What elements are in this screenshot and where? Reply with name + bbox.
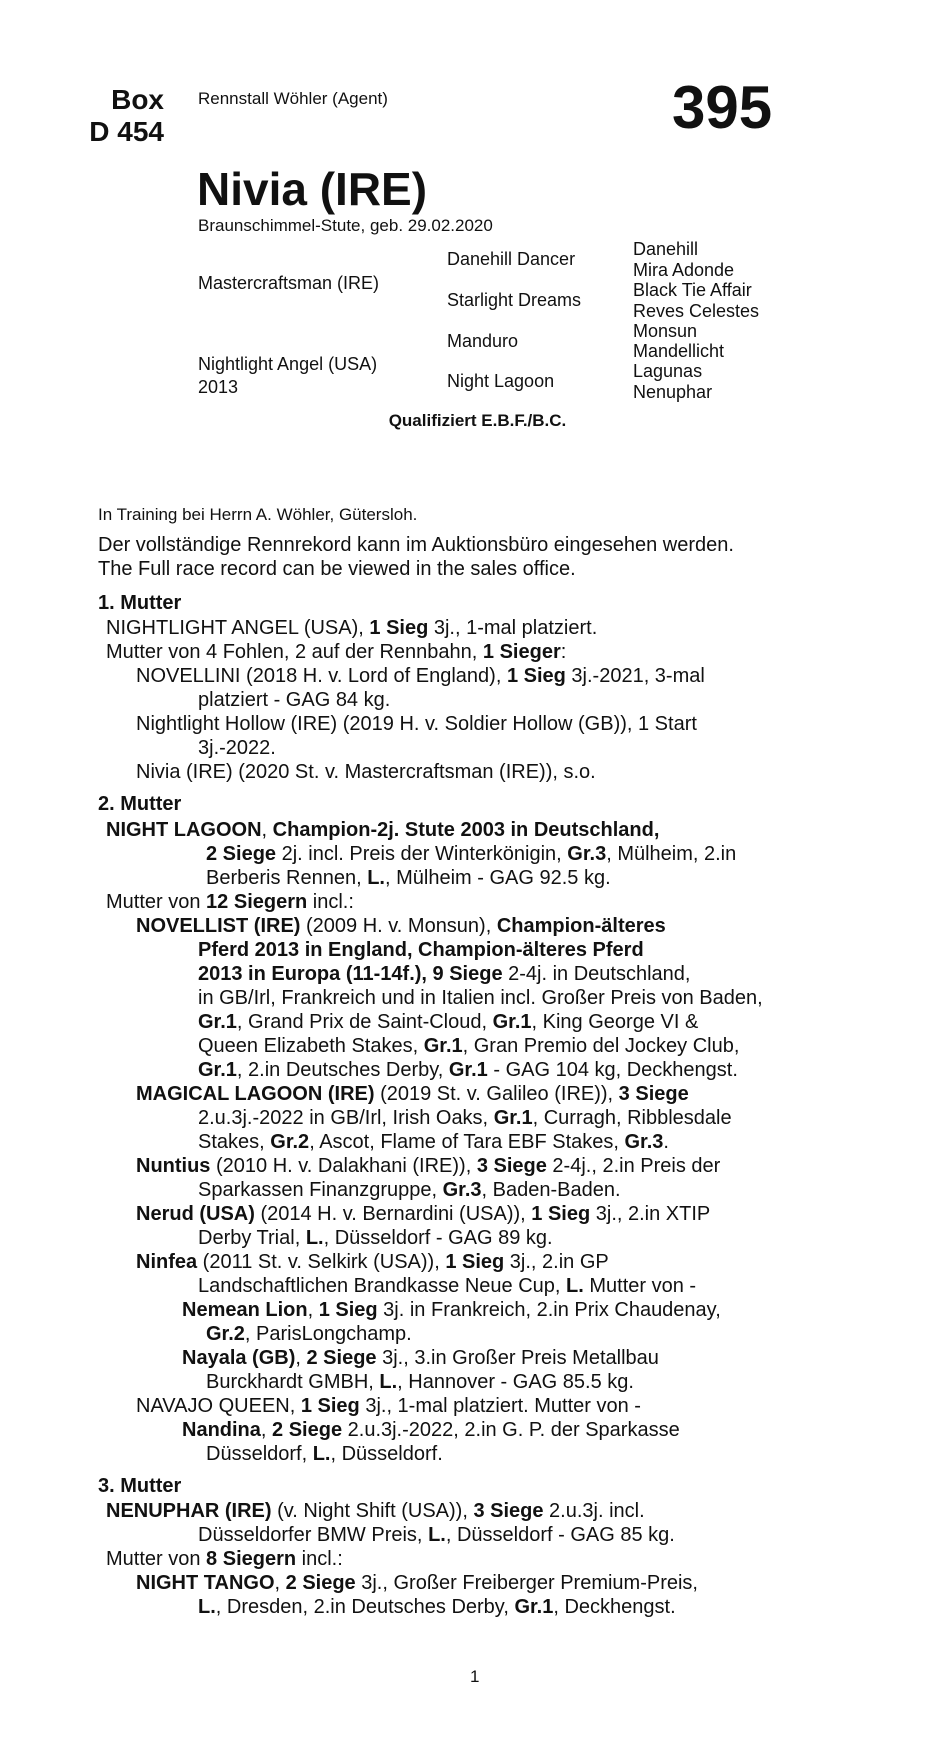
- text-line: NIGHT TANGO, 2 Siege 3j., Großer Freiberger Premium-Preis,: [136, 1572, 698, 1594]
- text-line: Derby Trial, L., Düsseldorf - GAG 89 kg.: [198, 1227, 553, 1249]
- text-line: Düsseldorf, L., Düsseldorf.: [206, 1443, 443, 1465]
- text-line: Sparkassen Finanzgruppe, Gr.3, Baden-Baden.: [198, 1179, 621, 1201]
- training-info: In Training bei Herrn A. Wöhler, Gütersloh.: [98, 505, 418, 524]
- section-second-dam-heading: 2. Mutter: [98, 793, 182, 815]
- text-line: Queen Elizabeth Stakes, Gr.1, Gran Premio del Jockey Club,: [198, 1035, 740, 1057]
- text-line: Nuntius (2010 H. v. Dalakhani (IRE)), 3 Siege 2-4j., 2.in Preis der: [136, 1155, 721, 1177]
- text-line: platziert - GAG 84 kg.: [198, 689, 391, 711]
- section-second-dam: [98, 818, 855, 1466]
- agent-name: Rennstall Wöhler (Agent): [198, 89, 388, 108]
- pedigree-dam-year: 2013: [198, 377, 239, 397]
- text-line: 2 Siege 2j. incl. Preis der Winterkönigin, Gr.3, Mülheim, 2.in: [206, 843, 737, 865]
- lot-number: 395: [672, 74, 773, 141]
- text-line: Pferd 2013 in England, Champion-älteres Pferd: [198, 939, 644, 961]
- pedigree-gen3-2: Mira Adonde: [633, 260, 735, 280]
- pedigree-gen3-4: Reves Celestes: [633, 301, 760, 321]
- text-line: 2.u.3j.-2022 in GB/Irl, Irish Oaks, Gr.1, Curragh, Ribblesdale: [198, 1107, 732, 1129]
- pedigree-gen3-5: Monsun: [633, 321, 698, 341]
- pedigree-dam-dam: Night Lagoon: [447, 371, 555, 391]
- pedigree-gen3-1: Danehill: [633, 239, 699, 259]
- record-note-en: The Full race record can be viewed in the sales office.: [98, 558, 576, 580]
- text-line: Ninfea (2011 St. v. Selkirk (USA)), 1 Sieg 3j., 2.in GP: [136, 1251, 609, 1273]
- box-label: [60, 84, 164, 148]
- box-line-1: Box: [111, 84, 164, 115]
- pedigree-sire-dam: Starlight Dreams: [447, 290, 582, 310]
- horse-name: Nivia (IRE): [197, 163, 428, 215]
- pedigree-sire: Mastercraftsman (IRE): [198, 273, 380, 293]
- text-line: Mutter von 12 Siegern incl.:: [106, 891, 354, 913]
- text-line: Gr.2, ParisLongchamp.: [206, 1323, 412, 1345]
- text-line: Nandina, 2 Siege 2.u.3j.-2022, 2.in G. P. der Sparkasse: [182, 1419, 680, 1441]
- text-line: NENUPHAR (IRE) (v. Night Shift (USA)), 3 Siege 2.u.3j. incl.: [106, 1500, 645, 1522]
- pedigree-gen3-6: Mandellicht: [633, 341, 725, 361]
- horse-description: Braunschimmel-Stute, geb. 29.02.2020: [198, 216, 493, 235]
- text-line: MAGICAL LAGOON (IRE) (2019 St. v. Galileo (IRE)), 3 Siege: [136, 1083, 689, 1105]
- text-line: L., Dresden, 2.in Deutsches Derby, Gr.1, Deckhengst.: [198, 1596, 676, 1618]
- text-line: Stakes, Gr.2, Ascot, Flame of Tara EBF Stakes, Gr.3.: [198, 1131, 669, 1153]
- text-line: Gr.1, Grand Prix de Saint-Cloud, Gr.1, King George VI &: [198, 1011, 699, 1033]
- section-third-dam-heading: 3. Mutter: [98, 1475, 182, 1497]
- pedigree-dam-sire: Manduro: [447, 331, 519, 351]
- text-line: Mutter von 4 Fohlen, 2 auf der Rennbahn, 1 Sieger:: [106, 641, 567, 663]
- text-line: NOVELLINI (2018 H. v. Lord of England), 1 Sieg 3j.-2021, 3-mal: [136, 665, 705, 687]
- section-third-dam: [98, 1499, 855, 1619]
- section-first-dam-heading: 1. Mutter: [98, 592, 182, 614]
- text-line: Berberis Rennen, L., Mülheim - GAG 92.5 kg.: [206, 867, 611, 889]
- text-line: 2013 in Europa (11-14f.), 9 Siege 2-4j. in Deutschland,: [198, 963, 691, 985]
- text-line: NOVELLIST (IRE) (2009 H. v. Monsun), Champion-älteres: [136, 915, 666, 937]
- text-line: NAVAJO QUEEN, 1 Sieg 3j., 1-mal platziert. Mutter von -: [136, 1395, 641, 1417]
- box-line-2: D 454: [89, 116, 164, 147]
- text-line: Düsseldorfer BMW Preis, L., Düsseldorf - GAG 85 kg.: [198, 1524, 675, 1546]
- page-number: 1: [470, 1667, 480, 1686]
- pedigree-gen3-3: Black Tie Affair: [633, 280, 752, 300]
- text-line: Gr.1, 2.in Deutsches Derby, Gr.1 - GAG 104 kg, Deckhengst.: [198, 1059, 738, 1081]
- text-line: Nemean Lion, 1 Sieg 3j. in Frankreich, 2.in Prix Chaudenay,: [182, 1299, 721, 1321]
- text-line: Landschaftlichen Brandkasse Neue Cup, L. Mutter von -: [198, 1275, 697, 1297]
- text-line: 3j.-2022.: [198, 737, 276, 759]
- text-line: NIGHTLIGHT ANGEL (USA), 1 Sieg 3j., 1-mal platziert.: [106, 617, 598, 639]
- text-line: Nayala (GB), 2 Siege 3j., 3.in Großer Preis Metallbau: [182, 1347, 659, 1369]
- text-line: in GB/Irl, Frankreich und in Italien incl. Großer Preis von Baden,: [198, 987, 763, 1009]
- text-line: Mutter von 8 Siegern incl.:: [106, 1548, 343, 1570]
- text-line: Nerud (USA) (2014 H. v. Bernardini (USA)), 1 Sieg 3j., 2.in XTIP: [136, 1203, 711, 1225]
- text-line: Nivia (IRE) (2020 St. v. Mastercraftsman (IRE)), s.o.: [136, 761, 596, 783]
- text-line: Nightlight Hollow (IRE) (2019 H. v. Soldier Hollow (GB)), 1 Start: [136, 713, 697, 735]
- pedigree-gen3-8: Nenuphar: [633, 382, 713, 402]
- record-note-de: Der vollständige Rennrekord kann im Auktionsbüro eingesehen werden.: [98, 534, 734, 556]
- pedigree-gen3-7: Lagunas: [633, 361, 703, 381]
- text-line: Burckhardt GMBH, L., Hannover - GAG 85.5 kg.: [206, 1371, 634, 1393]
- pedigree-sire-sire: Danehill Dancer: [447, 249, 576, 269]
- pedigree-dam: Nightlight Angel (USA): [198, 354, 378, 374]
- text-line: NIGHT LAGOON, Champion-2j. Stute 2003 in Deutschland,: [106, 819, 660, 841]
- qualification: Qualifiziert E.B.F./B.C.: [388, 411, 567, 430]
- section-first-dam: [98, 616, 855, 784]
